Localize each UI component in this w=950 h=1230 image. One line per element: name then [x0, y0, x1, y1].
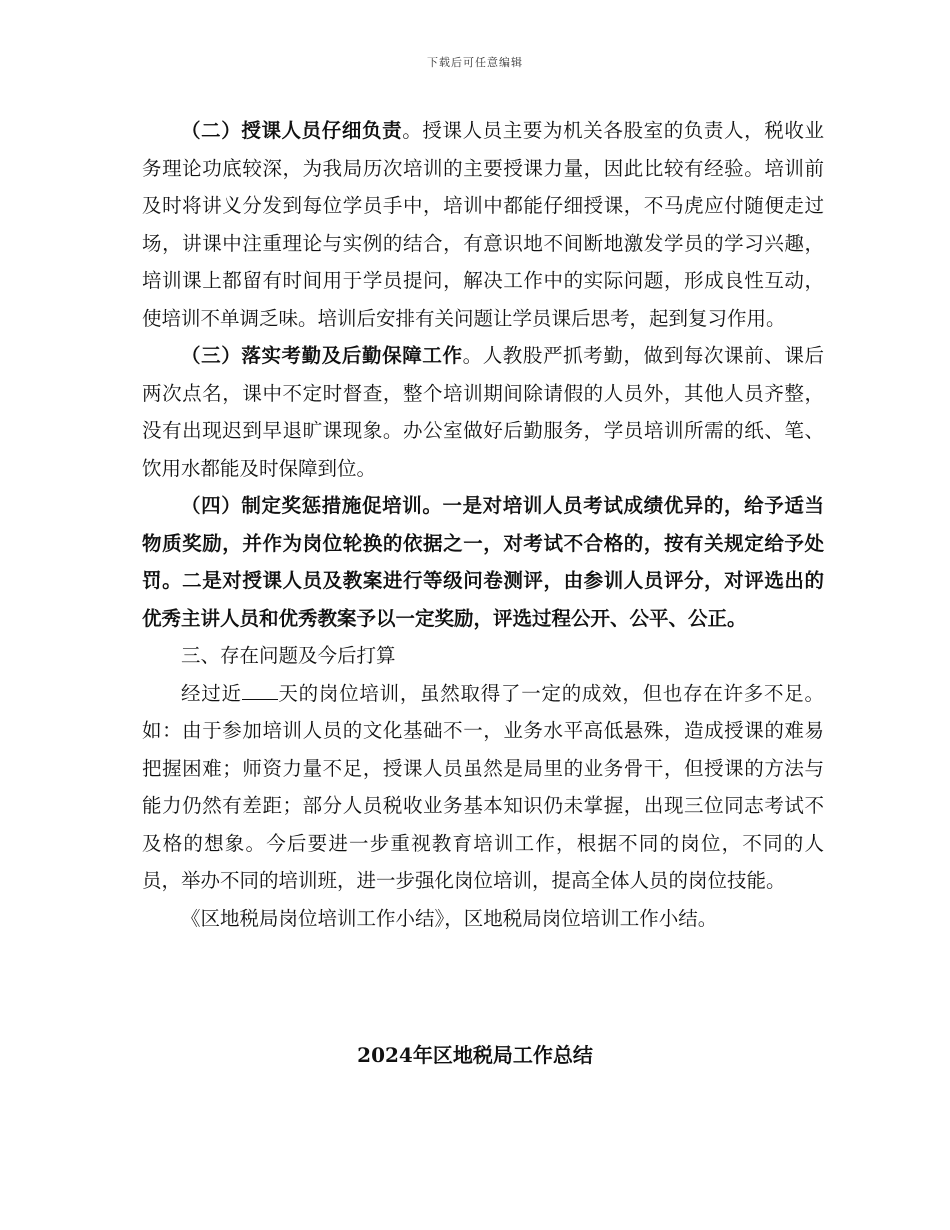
section-3-heading: （三）落实考勤及后勤保障工作	[181, 344, 463, 367]
section-2-heading: （二）授课人员仔细负责	[181, 119, 403, 142]
page-header: 下载后可任意编辑	[427, 56, 523, 69]
part-3-heading: 三、存在问题及今后打算	[181, 644, 396, 667]
section-2-body: 。授课人员主要为机关各股室的负责人，税收业务理论功底较深，为我局历次培训的主要授课力量，因此比较有经验。培训前及时将讲义分发到每位学员手中，培训中都能仔细授课，不马虎应付随便走过场，讲课中注重理论与实例的结合，有意识地不间断地激发学员的学习兴趣，培训课上都留有时间用于学员提问，解决工作中的实际问题，形成良性互动，使培训不单调乏味。培训后安排有关问题让学员课后思考，起到复习作用。	[142, 119, 824, 330]
document-body	[142, 112, 824, 937]
next-document-title: 2024年区地税局工作总结	[357, 1043, 593, 1067]
paragraph-section-2	[142, 112, 824, 337]
paragraph-part-3	[142, 675, 824, 900]
closing-line: 《区地税局岗位培训工作小结》，区地税局岗位培训工作小结。	[181, 906, 718, 930]
paragraph-section-3	[142, 337, 824, 487]
paragraph-section-4: （四）制定奖惩措施促培训。一是对培训人员考试成绩优异的，给予适当物质奖励，并作为岗位轮换的依据之一，对考试不合格的，按有关规定给予处罚。二是对授课人员及教案进行等级问卷测评，由参训人员评分，对评选出的优秀主讲人员和优秀教案予以一定奖励，评选过程公开、公平、公正。	[142, 494, 824, 630]
part-3-body-rest: 天的岗位培训，虽然取得了一定的成效，但也存在许多不足。如：由于参加培训人员的文化基础不一，业务水平高低悬殊，造成授课的难易把握困难；师资力量不足，授课人员虽然是局里的业务骨干，但授课的方法与能力仍然有差距；部分人员税收业务基本知识仍未掌握，出现三位同志考试不及格的想象。今后要进一步重视教育培训工作，根据不同的岗位，不同的人员，举办不同的培训班，进一步强化岗位培训，提高全体人员的岗位技能。	[142, 681, 824, 892]
blank-underline	[242, 681, 278, 700]
part-3-body-start: 经过近	[181, 681, 242, 705]
section-3-body: 。人教股严抓考勤，做到每次课前、课后两次点名，课中不定时督查，整个培训期间除请假的人员外，其他人员齐整，没有出现迟到早退旷课现象。办公室做好后勤服务，学员培训所需的纸、笔、饮用水都能及时保障到位。	[142, 344, 824, 480]
